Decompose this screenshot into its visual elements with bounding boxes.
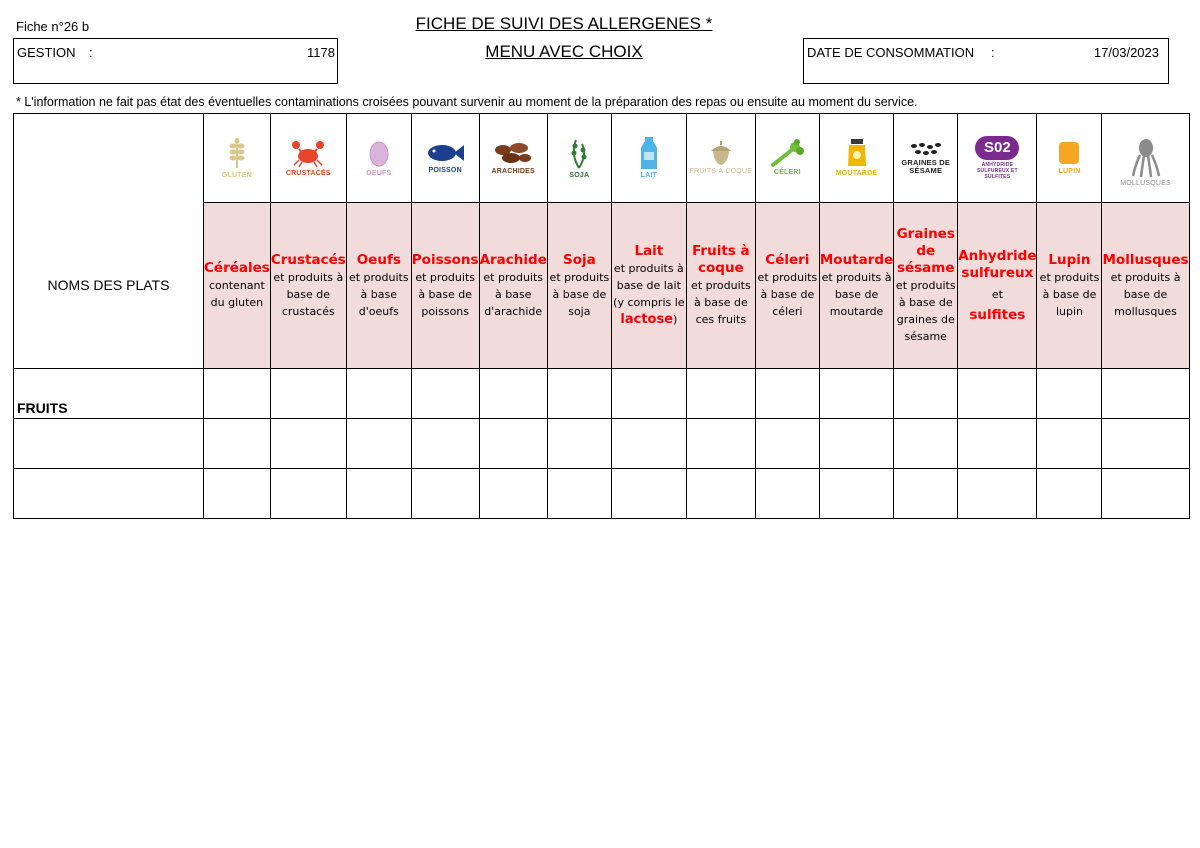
celery-icon: [769, 139, 805, 167]
icon-label: MOUTARDE: [835, 170, 878, 177]
table-cell[interactable]: [547, 419, 611, 469]
so2-icon: S02: [975, 136, 1019, 160]
page-subtitle: MENU AVEC CHOIX: [485, 42, 643, 61]
allergen-desc: et: [991, 287, 1003, 301]
icon-label: POISSON: [428, 167, 462, 174]
allergen-name: Lupin: [1048, 251, 1091, 268]
allergen-name: Mollusques: [1102, 251, 1189, 268]
table-cell[interactable]: [346, 469, 411, 519]
allergen-desc: contenant du gluten: [208, 279, 265, 309]
allergen-cell-soja: [547, 203, 611, 369]
allergen-name: Anhydride sulfureux: [958, 247, 1037, 281]
table-cell[interactable]: [958, 369, 1037, 419]
allergen-name: Céréales: [204, 260, 270, 276]
wheat-icon: [222, 136, 252, 170]
allergen-name: Soja: [562, 251, 596, 268]
allergen-cell-oeufs: [346, 203, 411, 369]
table-cell[interactable]: [611, 469, 686, 519]
allergen-cell-lait: [611, 203, 686, 369]
allergen-desc: et produits à base de ces fruits: [691, 279, 751, 326]
icon-label: GRAINES DE SÉSAME: [901, 158, 951, 175]
allergen-name: Crustacés: [270, 251, 346, 268]
allergen-desc: et produits à base de poissons: [415, 270, 475, 318]
icon-cell-sulfites: [958, 114, 1037, 203]
icon-cell-celeri: [755, 114, 819, 203]
plats-header-cell: [14, 114, 204, 369]
table-cell[interactable]: [346, 369, 411, 419]
table-cell[interactable]: [479, 469, 547, 519]
table-cell[interactable]: [1102, 469, 1189, 519]
allergen-desc-highlight: lactose: [620, 312, 674, 327]
table-cell[interactable]: [1037, 369, 1102, 419]
allergen-desc: et produits à base de moutarde: [821, 270, 892, 318]
allergen-name: Arachide: [479, 251, 547, 268]
peanut-icon: [493, 140, 533, 166]
date-value[interactable]: 17/03/2023: [1093, 45, 1159, 60]
icon-cell-gluten: [204, 114, 271, 203]
table-cell[interactable]: [611, 419, 686, 469]
allergen-name: Lait: [634, 243, 664, 259]
table-row: [14, 369, 1190, 419]
allergen-cell-fruits-a-coque: [686, 203, 755, 369]
allergen-cell-celeri: [755, 203, 819, 369]
nut-icon: [708, 140, 734, 166]
icon-cell-fruits-a-coque: [686, 114, 755, 203]
table-cell[interactable]: [819, 419, 893, 469]
icon-label: CÉLERI: [773, 169, 801, 176]
table-cell[interactable]: [270, 419, 346, 469]
icon-label: ANHYDRIDE SULFUREUX ET SULFITES: [976, 162, 1018, 180]
icon-cell-poisson: [411, 114, 479, 203]
sesame-icon: [909, 141, 943, 157]
lupin-icon: [1057, 140, 1081, 166]
date-separator: :: [991, 45, 995, 60]
table-cell[interactable]: [755, 369, 819, 419]
egg-icon: [367, 138, 391, 168]
table-cell[interactable]: [479, 419, 547, 469]
allergen-desc: et produits à base de mollusques: [1110, 270, 1181, 318]
milk-icon: [638, 136, 660, 170]
table-cell[interactable]: [270, 369, 346, 419]
icon-label: LUPIN: [1058, 168, 1081, 175]
table-cell[interactable]: [547, 469, 611, 519]
icon-cell-arachides: [479, 114, 547, 203]
allergen-cell-crustaces: [270, 203, 346, 369]
allergen-name: Poissons: [411, 251, 479, 268]
icon-label: LAIT: [640, 172, 658, 179]
table-cell[interactable]: [479, 369, 547, 419]
allergen-desc: et produits à base d'arachide: [483, 270, 544, 318]
allergen-desc-post: ): [673, 313, 678, 326]
table-cell[interactable]: [755, 419, 819, 469]
allergen-desc: et produits à base de graines de sésame: [895, 279, 956, 343]
allergen-table: [13, 113, 1190, 519]
table-cell[interactable]: [411, 419, 479, 469]
table-row: [14, 469, 1190, 519]
allergen-desc: [612, 260, 686, 328]
allergen-desc-pre: et produits à base de lait (y compris le: [613, 262, 685, 309]
icon-cell-mollusques: [1102, 114, 1189, 203]
allergen-cell-gluten: [204, 203, 271, 369]
allergen-name: Fruits à coque: [692, 243, 750, 276]
table-cell[interactable]: [204, 469, 271, 519]
soy-icon: [566, 136, 592, 170]
mollusc-icon: [1131, 138, 1161, 178]
table-cell[interactable]: [547, 369, 611, 419]
gestion-separator: :: [89, 45, 93, 60]
table-cell[interactable]: [270, 469, 346, 519]
plats-header: NOMS DES PLATS: [47, 277, 170, 293]
icon-label: CRUSTACÉS: [285, 170, 331, 177]
gestion-value[interactable]: 1178: [307, 45, 335, 60]
allergen-cell-arachide: [479, 203, 547, 369]
allergen-cell-sesame: [894, 203, 958, 369]
allergen-name: Céleri: [765, 251, 810, 268]
allergen-desc: et produits à base de lupin: [1039, 270, 1100, 318]
icon-cell-lupin: [1037, 114, 1102, 203]
crab-icon: [290, 138, 326, 168]
allergen-name: Oeufs: [356, 251, 401, 268]
table-cell[interactable]: [204, 369, 271, 419]
allergen-desc: et produits à base d'oeufs: [348, 270, 409, 318]
table-cell[interactable]: [894, 469, 958, 519]
icon-row: [14, 114, 1190, 203]
table-cell[interactable]: [1102, 369, 1189, 419]
allergen-name: Graines de sésame: [896, 226, 955, 276]
table-cell[interactable]: [755, 469, 819, 519]
table-row: [14, 419, 1190, 469]
allergen-desc-highlight: sulfites: [969, 306, 1026, 323]
dish-name-cell[interactable]: [14, 419, 204, 469]
icon-cell-soja: [547, 114, 611, 203]
date-box: [803, 38, 1169, 84]
table-cell[interactable]: [411, 469, 479, 519]
icon-cell-sesame: [894, 114, 958, 203]
icon-label: ARACHIDES: [491, 168, 535, 175]
table-cell[interactable]: [686, 369, 755, 419]
allergen-name: Moutarde: [819, 251, 894, 268]
table-cell[interactable]: [686, 469, 755, 519]
allergen-cell-sulfites: [958, 203, 1037, 369]
fish-icon: [425, 141, 465, 165]
table-cell[interactable]: [958, 469, 1037, 519]
icon-cell-oeufs: [346, 114, 411, 203]
dish-name-cell[interactable]: [14, 469, 204, 519]
table-cell[interactable]: [686, 419, 755, 469]
table-cell[interactable]: [1102, 419, 1189, 469]
table-cell[interactable]: [346, 419, 411, 469]
table-cell[interactable]: [894, 369, 958, 419]
dish-name-cell[interactable]: FRUITS: [14, 369, 204, 419]
cross-contamination-note: * L'information ne fait pas état des éventuelles contaminations croisées pouvant survenir au moment de la préparation des repas ou ensuite au moment du service.: [16, 95, 918, 109]
table-cell[interactable]: [1037, 469, 1102, 519]
allergen-cell-mollusques: [1102, 203, 1189, 369]
icon-label: SOJA: [569, 172, 590, 179]
table-cell[interactable]: [204, 419, 271, 469]
icon-label: MOLLUSQUES: [1120, 180, 1171, 187]
allergen-cell-lupin: [1037, 203, 1102, 369]
table-cell[interactable]: [611, 369, 686, 419]
mustard-icon: [844, 138, 870, 168]
table-cell[interactable]: [411, 369, 479, 419]
icon-cell-crustaces: [270, 114, 346, 203]
table-cell[interactable]: [894, 419, 958, 469]
gestion-label: GESTION: [17, 45, 76, 60]
icon-cell-moutarde: [819, 114, 893, 203]
allergen-desc: et produits à base de crustacés: [273, 270, 344, 318]
table-cell[interactable]: [819, 369, 893, 419]
table-cell[interactable]: [958, 419, 1037, 469]
allergen-cell-moutarde: [819, 203, 893, 369]
icon-label: OEUFS: [366, 170, 392, 177]
table-cell[interactable]: [819, 469, 893, 519]
allergen-cell-poissons: [411, 203, 479, 369]
icon-cell-lait: [611, 114, 686, 203]
date-label: DATE DE CONSOMMATION: [807, 45, 975, 60]
icon-label: FRUITS À COQUE: [689, 168, 753, 175]
page-title: FICHE DE SUIVI DES ALLERGENES *: [415, 14, 713, 33]
fiche-number: Fiche n°26 b: [16, 19, 90, 34]
icon-label: GLUTEN: [221, 172, 252, 179]
gestion-box: [13, 38, 338, 84]
table-cell[interactable]: [1037, 419, 1102, 469]
allergen-desc: et produits à base de soja: [549, 270, 610, 318]
allergen-desc: et produits à base de céleri: [757, 270, 818, 318]
